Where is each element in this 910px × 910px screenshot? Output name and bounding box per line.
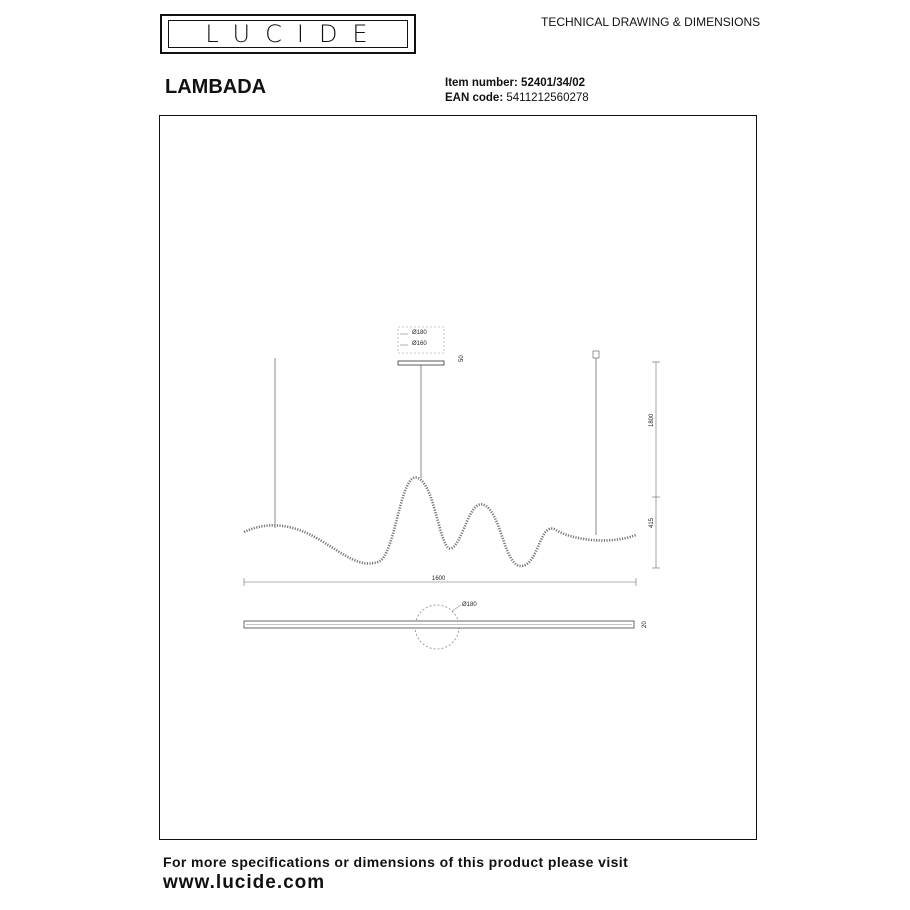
product-name: LAMBADA <box>165 76 267 98</box>
ean-value: 5411212560278 <box>506 92 589 104</box>
bar-thickness-label: 20 <box>642 621 648 628</box>
document-type: TECHNICAL DRAWING & DIMENSIONS <box>541 15 761 29</box>
logo-text: LUCIDE <box>205 20 383 48</box>
footer-info-text: For more specifications or dimensions of this product please visit <box>163 854 629 870</box>
ean-label: EAN code: <box>445 92 504 104</box>
total-width-label: 1600 <box>432 576 446 582</box>
canopy-outer-diameter-label: Ø180 <box>412 330 427 336</box>
item-number-value: 52401/34/02 <box>521 77 585 89</box>
top-view-diameter-label: Ø180 <box>462 602 477 608</box>
wave-light-body <box>244 477 636 566</box>
top-view-diameter-leader <box>452 605 461 611</box>
total-height-label: 1800 <box>649 413 655 427</box>
ceiling-canopy <box>398 361 444 365</box>
item-number-label: Item number: <box>445 77 518 89</box>
lamp-height-label: 415 <box>649 517 655 528</box>
footer-website-link[interactable]: www.lucide.com <box>163 872 326 893</box>
canopy-inner-diameter-label: Ø160 <box>412 341 427 347</box>
canopy-height-label: 50 <box>459 355 465 362</box>
right-cable-anchor <box>593 351 599 358</box>
